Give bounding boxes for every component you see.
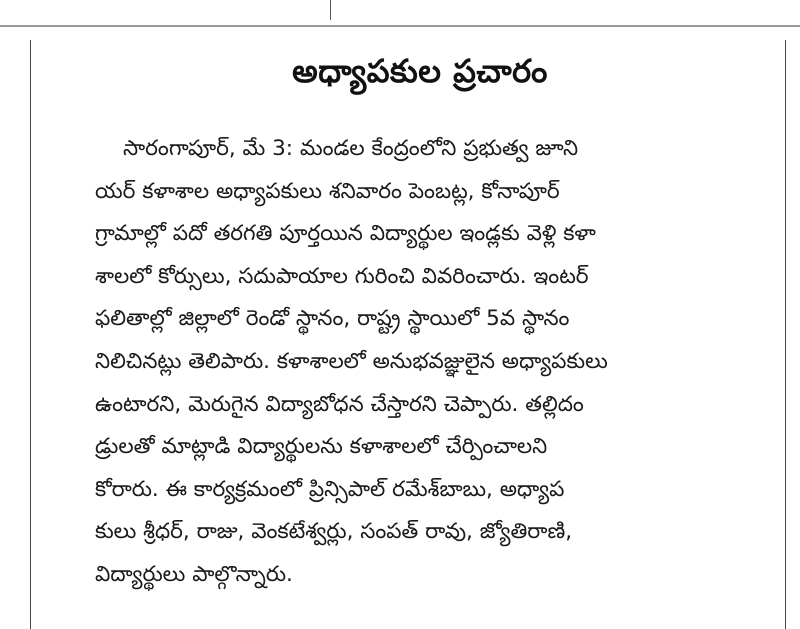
article-headline: అధ్యాపకుల ప్రచారం <box>292 52 548 90</box>
top-strip <box>0 0 800 22</box>
news-article <box>95 52 745 597</box>
article-body <box>95 128 745 597</box>
body-line: ఫలితాల్లో జిల్లాలో రెండో స్థానం, రాష్ట్ర స్థాయిలో 5వ స్థానం <box>95 306 570 332</box>
body-line: శాలలో కోర్సులు, సదుపాయాల గురించి వివరించారు. ఇంటర్ <box>95 263 589 289</box>
body-line: డ్రులతో మాట్లాడి విద్యార్థులను కళాశాలలో చేర్పించాలని <box>95 434 548 460</box>
body-line: విద్యార్థులు పాల్గొన్నారు. <box>95 561 293 587</box>
column-rule-right <box>785 40 786 629</box>
body-line: సారంగాపూర్, మే 3: మండల కేంద్రంలోని ప్రభుత్వ జూని <box>123 136 579 161</box>
body-line: ఉంటారని, మెరుగైన విద్యాబోధన చేస్తారని చెప్పారు. తల్లిదం <box>95 391 584 417</box>
column-divider-top <box>330 0 331 20</box>
body-line: కులు శ్రీధర్, రాజు, వెంకటేశ్వర్లు, సంపత్ రావు, జ్యోతిరాణి, <box>95 519 573 545</box>
column-rule-left <box>30 40 31 629</box>
body-line: కోరారు. ఈ కార్యక్రమంలో ప్రిన్సిపాల్ రమేశ్‌బాబు, అధ్యాప <box>95 476 565 502</box>
horizontal-rule <box>0 25 800 27</box>
body-line: గ్రామాల్లో పదో తరగతి పూర్తయిన విద్యార్థుల ఇండ్లకు వెళ్లి కళా <box>95 221 596 247</box>
body-line: నిలిచినట్లు తెలిపారు. కళాశాలలో అనుభవజ్ఞులైన అధ్యాపకులు <box>95 348 608 374</box>
body-line: యర్ కళాశాల అధ్యాపకులు శనివారం పెంబట్ల, కోనాపూర్ <box>95 178 560 204</box>
